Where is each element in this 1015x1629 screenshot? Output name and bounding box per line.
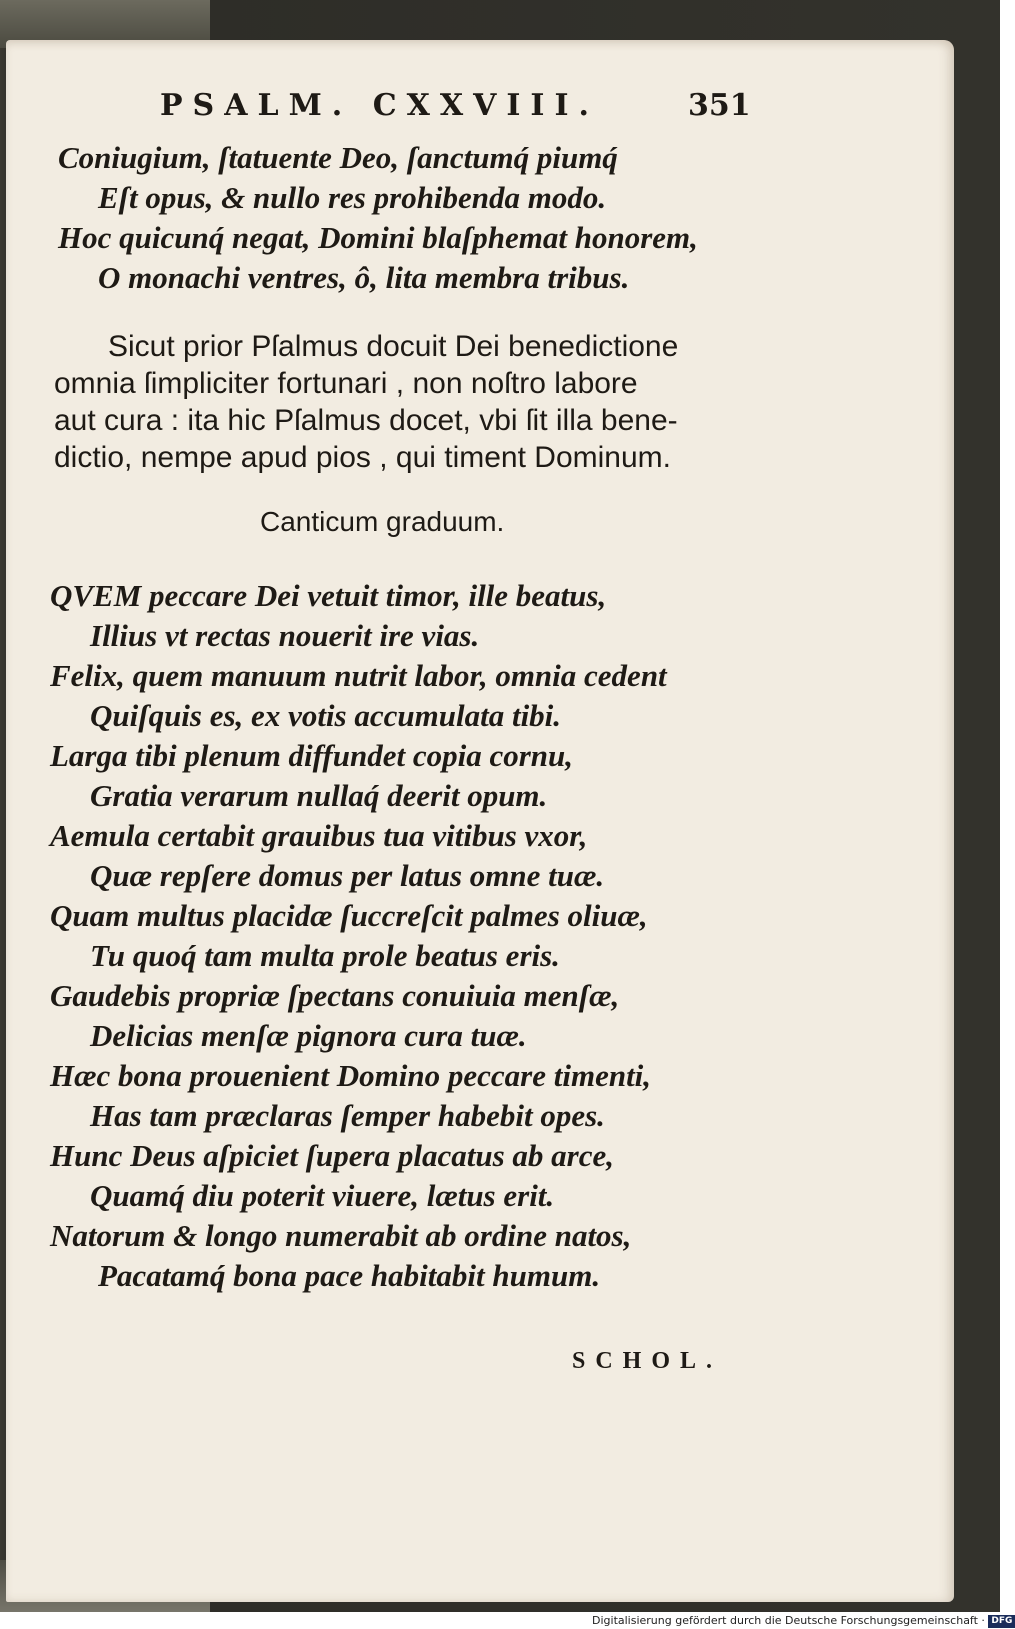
running-title: PSALM. CXXVIII.	[160, 88, 599, 123]
section-heading: Canticum graduum.	[260, 506, 505, 537]
footer-text: Digitalisierung gefördert durch die Deutsche Forschungsgemeinschaft ·	[592, 1614, 985, 1627]
verse-line: O monachi ventres, ô, lita membra tribus.	[98, 260, 630, 295]
verse-line: Quiſquis es, ex votis accumulata tibi.	[90, 698, 562, 733]
prose-line: dictio, nempe apud pios , qui timent Dominum.	[54, 441, 671, 474]
verse-line: Hæc bona prouenient Domino peccare timenti,	[50, 1058, 652, 1093]
dfg-logo-icon: DFG	[988, 1615, 1015, 1628]
verse-line: Hoc quicunq́ negat, Domini blaſphemat honorem,	[58, 220, 698, 255]
verse-line: Larga tibi plenum diffundet copia cornu,	[50, 738, 574, 773]
verse-line: Illius vt rectas nouerit ire vias.	[90, 618, 480, 653]
verse-line: Quamq́ diu poterit viuere, lætus erit.	[90, 1178, 555, 1213]
verse-line: Coniugium, ſtatuente Deo, ſanctumq́ piumq́	[58, 140, 618, 175]
verse-line: Gaudebis propriæ ſpectans conuiuia menſæ,	[50, 978, 620, 1013]
verse-line: Natorum & longo numerabit ab ordine natos,	[50, 1218, 632, 1253]
prose-line: Sicut prior Pſalmus docuit Dei benedictione	[108, 330, 679, 363]
verse-line: Gratia verarum nullaq́ deerit opum.	[90, 778, 548, 813]
digitization-footer	[592, 1612, 1015, 1629]
verse-line: Aemula certabit grauibus tua vitibus vxor,	[50, 818, 588, 853]
verse-line: Felix, quem manuum nutrit labor, omnia cedent	[50, 658, 667, 693]
verse-line: Has tam præclaras ſemper habebit opes.	[90, 1098, 605, 1133]
prose-line: aut cura : ita hic Pſalmus docet, vbi ſit illa bene-	[54, 404, 678, 437]
verse-line: Quam multus placidæ ſuccreſcit palmes oliuæ,	[50, 898, 648, 933]
page-number: 351	[688, 88, 751, 123]
verse-line: QVEM peccare Dei vetuit timor, ille beatus,	[50, 578, 607, 613]
verse-line: Eſt opus, & nullo res prohibenda modo.	[98, 180, 607, 215]
verse-line: Hunc Deus aſpiciet ſupera placatus ab arce,	[50, 1138, 614, 1173]
catchword: SCHOL.	[572, 1348, 723, 1374]
verse-line: Pacatamq́ bona pace habitabit humum.	[98, 1258, 601, 1293]
prose-line: omnia ſimpliciter fortunari , non noſtro labore	[54, 367, 638, 400]
verse-line: Delicias menſæ pignora cura tuæ.	[90, 1018, 527, 1053]
verse-line: Quæ repſere domus per latus omne tuæ.	[90, 858, 605, 893]
verse-line: Tu quoq́ tam multa prole beatus eris.	[90, 938, 560, 973]
